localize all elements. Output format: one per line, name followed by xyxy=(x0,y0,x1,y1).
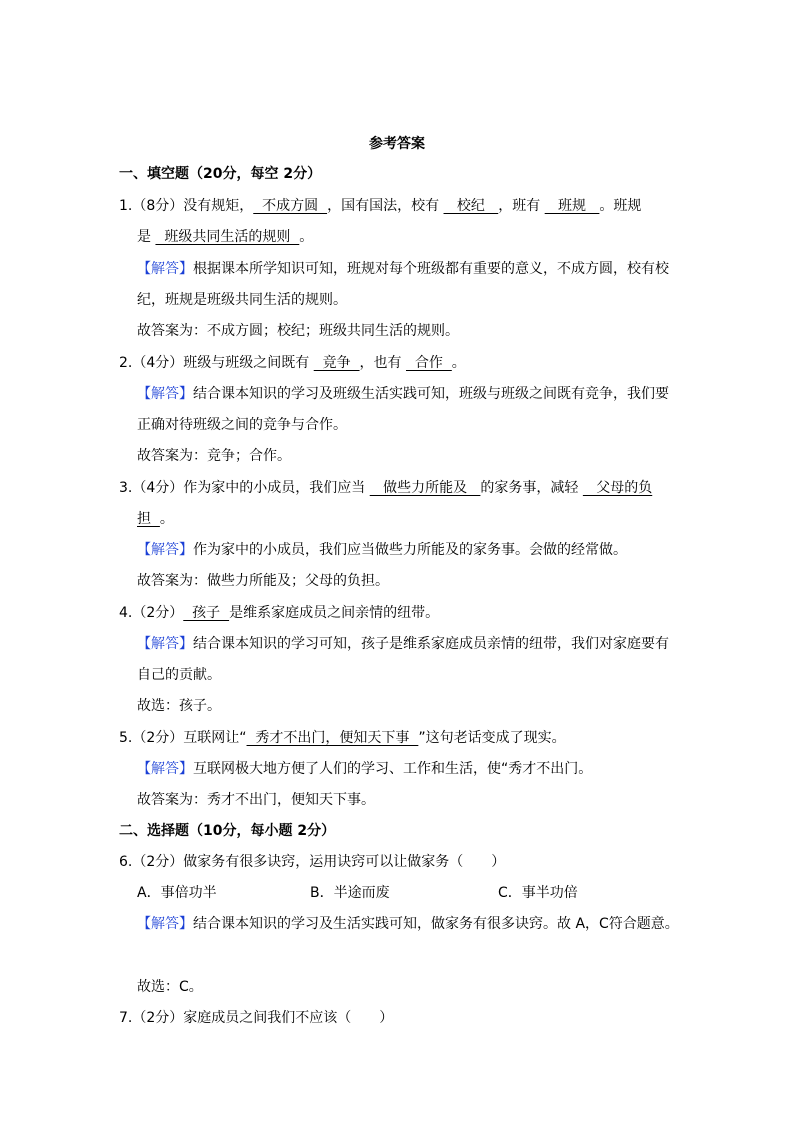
question-text: 。 xyxy=(451,355,466,371)
option-a: A．事倍功半 xyxy=(137,885,217,901)
analysis-text: 结合课本知识的学习及生活实践可知，做家务有很多诀窍。故 A，C符合题意。 xyxy=(193,916,679,932)
question-text: 。 xyxy=(159,511,174,527)
answer-text: 故答案为：秀才不出门，便知天下事。 xyxy=(137,792,375,808)
analysis-tag: 【解答】 xyxy=(137,542,193,558)
answer-text: 故答案为：不成方圆；校纪；班级共同生活的规则。 xyxy=(137,323,459,339)
analysis-text: 根据课本所学知识可知，班规对每个班级都有重要的意义，不成方圆，校有校 xyxy=(193,261,669,277)
analysis xyxy=(137,917,679,931)
analysis xyxy=(137,262,669,276)
answer-blank: 秀才不出门，便知天下事 xyxy=(246,730,419,746)
answer-blank: 校纪 xyxy=(443,198,499,214)
analysis-text: 纪，班规是班级共同生活的规则。 xyxy=(137,292,347,308)
analysis-text: 正确对待班级之间的竞争与合作。 xyxy=(137,417,347,433)
section-heading-choice: 二、选择题（10分，每小题 2分） xyxy=(119,823,336,839)
analysis-tag: 【解答】 xyxy=(137,916,193,932)
option-b: B．半途而废 xyxy=(310,885,390,901)
analysis xyxy=(137,387,669,401)
question-3 xyxy=(119,481,652,495)
question-text: 1.（8分）没有规矩， xyxy=(119,198,254,214)
analysis-tag: 【解答】 xyxy=(137,761,193,777)
answer-text: 故选：C。 xyxy=(137,979,203,995)
answer-blank: 合作 xyxy=(405,355,452,371)
question-text: ，国有国法，校有 xyxy=(327,198,444,214)
option-c: C．事半功倍 xyxy=(498,885,578,901)
options-row xyxy=(137,886,637,902)
question-text: 5.（2分）互联网让“ xyxy=(119,730,247,746)
answer-blank: 不成方圆 xyxy=(253,198,328,214)
answer-text: 故选：孩子。 xyxy=(137,698,221,714)
question-1 xyxy=(119,199,641,213)
question-text: 。班规 xyxy=(599,198,642,214)
answer-blank: 孩子 xyxy=(183,605,230,621)
analysis-text: 自己的贡献。 xyxy=(137,667,221,683)
question-text: 4.（2分） xyxy=(119,605,184,621)
analysis-tag: 【解答】 xyxy=(137,386,193,402)
answer-text: 故答案为：做些力所能及；父母的负担。 xyxy=(137,573,389,589)
question-1-line-2 xyxy=(137,230,313,244)
analysis-text: 结合课本知识的学习可知，孩子是维系家庭成员亲情的纽带，我们对家庭要有 xyxy=(193,636,669,652)
analysis-text: 结合课本知识的学习及班级生活实践可知，班级与班级之间既有竞争，我们要 xyxy=(193,386,669,402)
question-text: 3.（4分）作为家中的小成员，我们应当 xyxy=(119,480,370,496)
answer-blank: 班规 xyxy=(544,198,600,214)
question-text: 是维系家庭成员之间亲情的纽带。 xyxy=(229,605,440,621)
answer-blank: 班级共同生活的规则 xyxy=(155,229,300,245)
answer-blank: 担 xyxy=(137,511,160,527)
analysis-text: 互联网极大地方便了人们的学习、工作和生活，使“秀才不出门。 xyxy=(193,761,593,777)
answer-blank: 做些力所能及 xyxy=(369,480,481,496)
section-heading-fill-blank: 一、填空题（20分，每空 2分） xyxy=(119,166,322,182)
question-text: 。 xyxy=(299,229,314,245)
question-2 xyxy=(119,356,466,370)
page-title: 参考答案 xyxy=(369,136,425,152)
question-text: ，班有 xyxy=(498,198,545,214)
question-text: 是 xyxy=(137,229,156,245)
analysis xyxy=(137,543,627,557)
question-3-line-2 xyxy=(137,512,174,526)
question-text: ”这句老话变成了现实。 xyxy=(418,730,566,746)
analysis xyxy=(137,637,669,651)
question-5 xyxy=(119,731,566,745)
question-text: 的家务事，减轻 xyxy=(480,480,583,496)
analysis xyxy=(137,762,592,776)
answer-blank: 父母的负 xyxy=(582,480,653,496)
analysis-text: 作为家中的小成员，我们应当做些力所能及的家务事。会做的经常做。 xyxy=(193,542,627,558)
question-7: 7.（2分）家庭成员之间我们不应该（ ） xyxy=(119,1010,394,1026)
analysis-tag: 【解答】 xyxy=(137,636,193,652)
question-text: ，也有 xyxy=(359,355,406,371)
question-4 xyxy=(119,606,439,620)
answer-blank: 竞争 xyxy=(313,355,360,371)
question-text: 2.（4分）班级与班级之间既有 xyxy=(119,355,314,371)
analysis-tag: 【解答】 xyxy=(137,261,193,277)
question-6: 6.（2分）做家务有很多诀窍，运用诀窍可以让做家务（ ） xyxy=(119,854,506,870)
answer-text: 故答案为：竞争；合作。 xyxy=(137,448,291,464)
